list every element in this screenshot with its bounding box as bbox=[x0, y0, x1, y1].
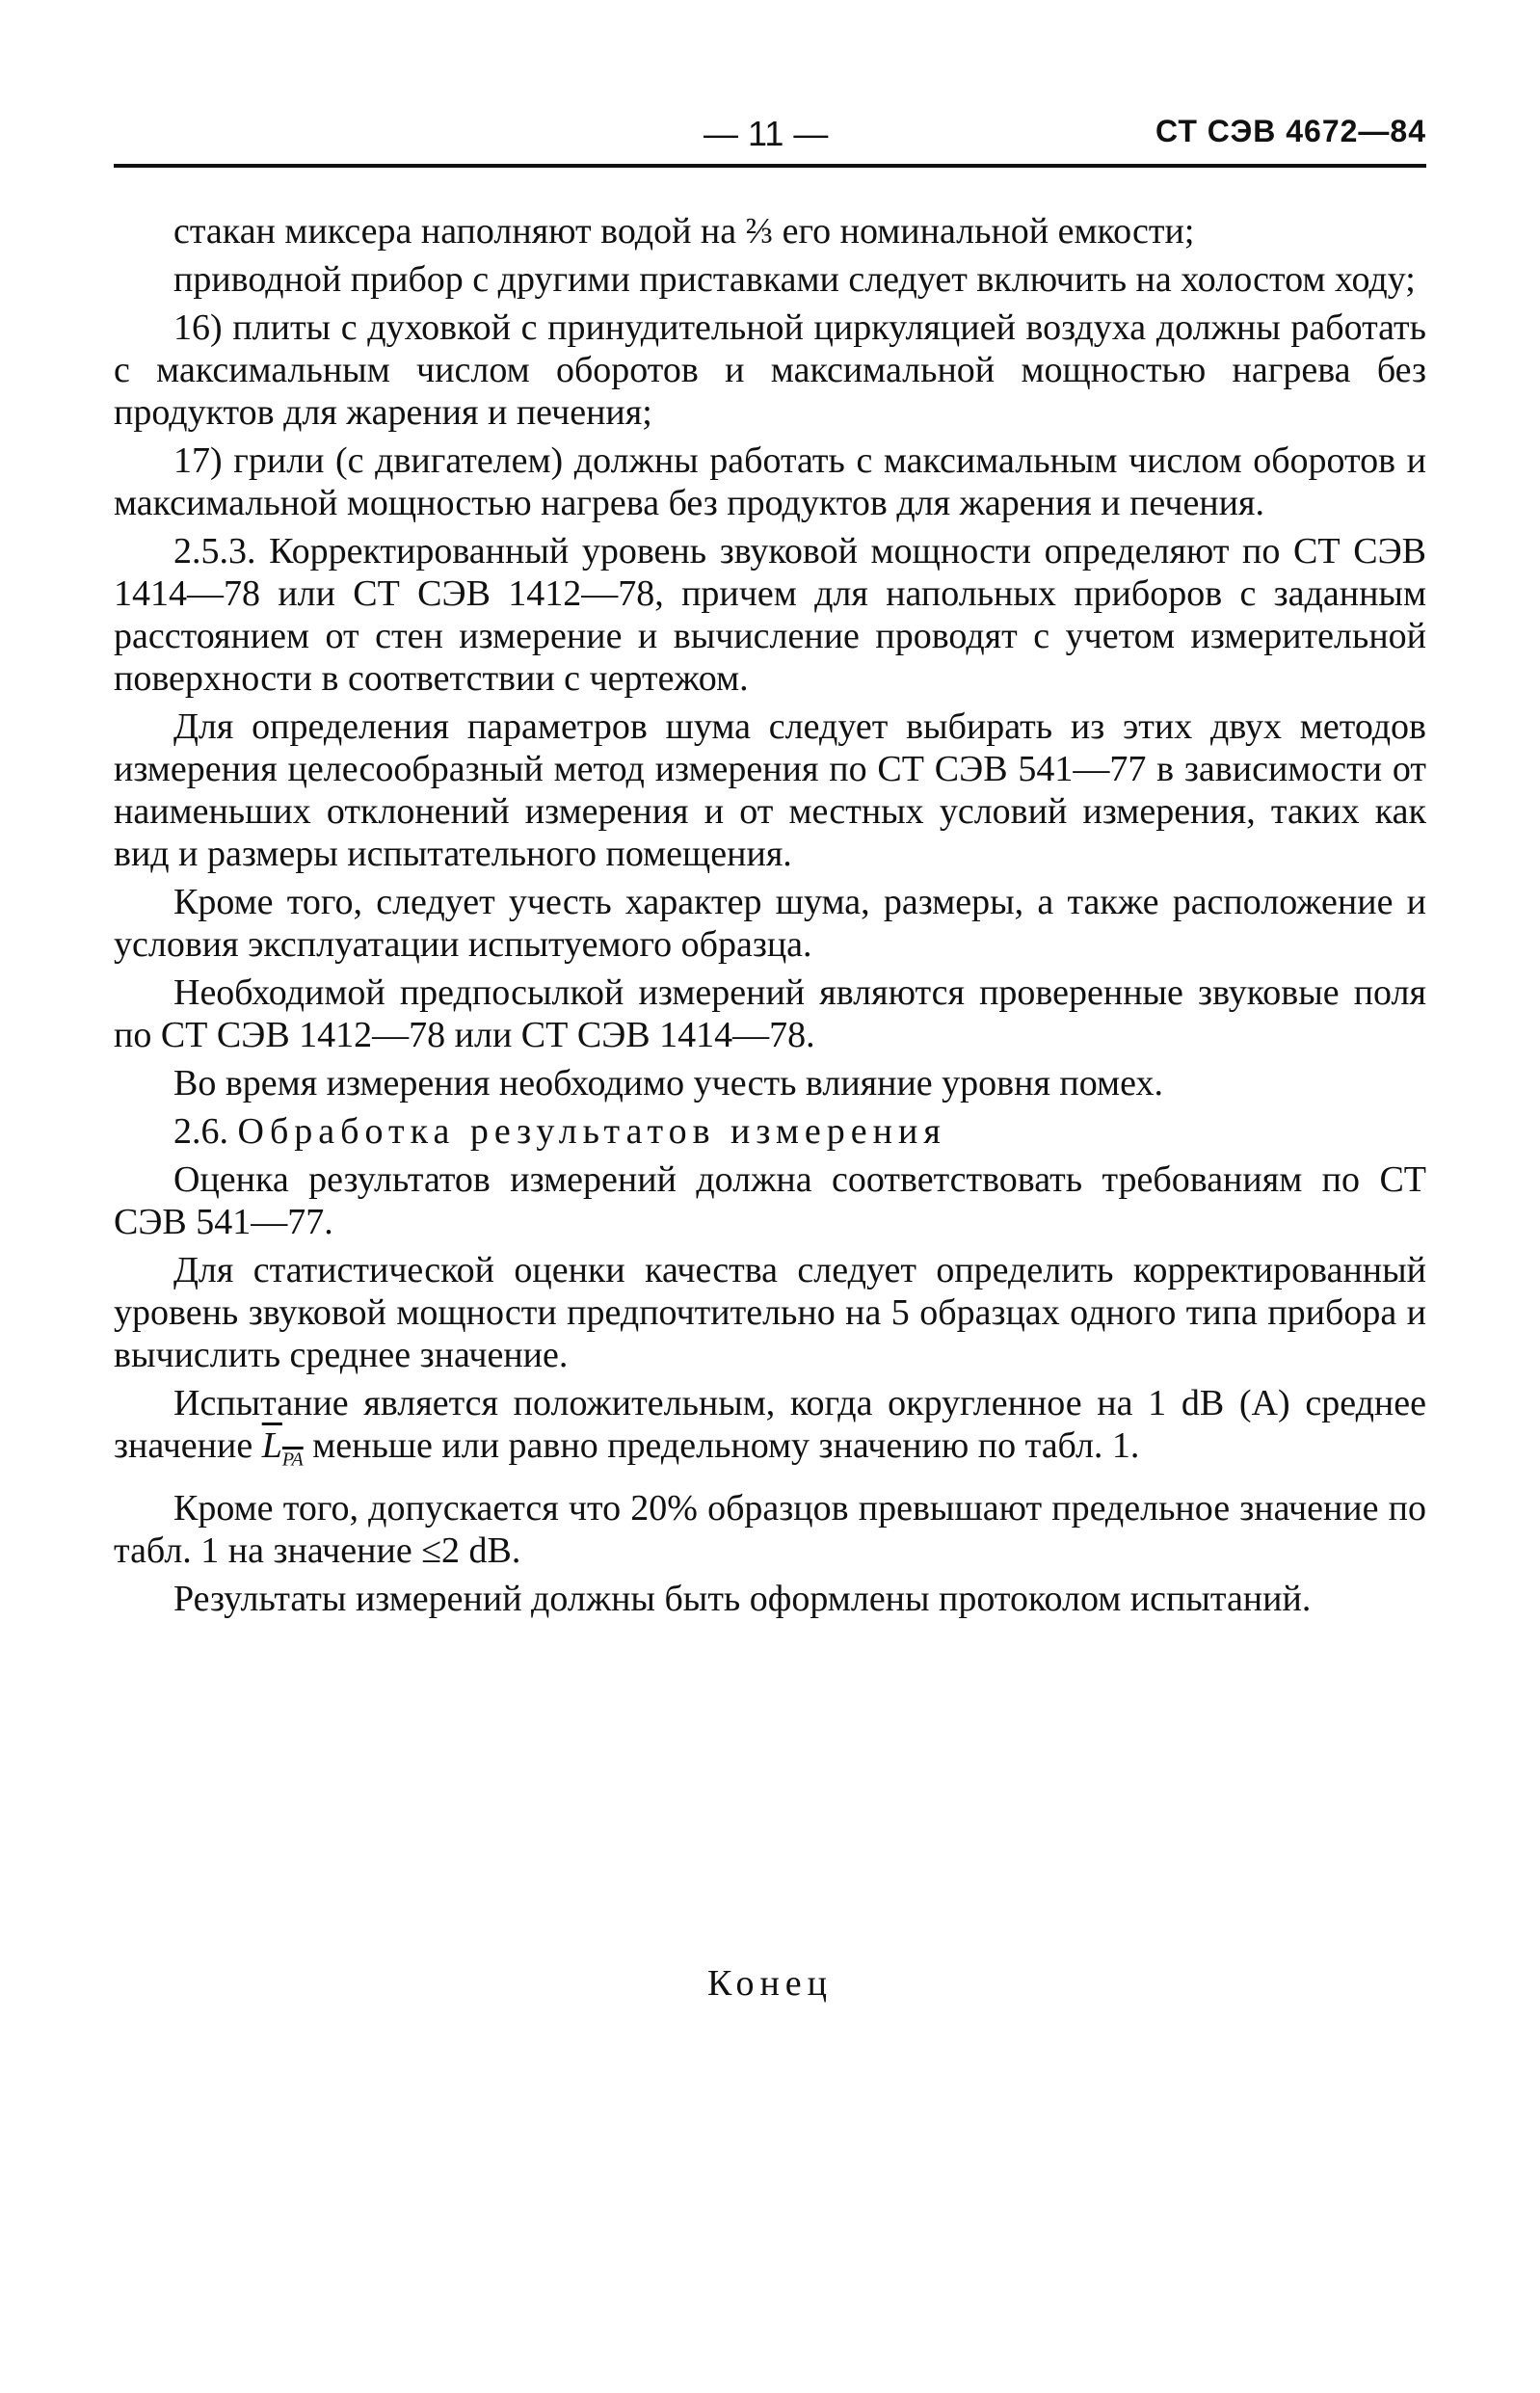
section-heading bbox=[114, 1110, 1426, 1153]
paragraph: Для определения параметров шума следует выбирать из этих двух методов измерения целесообразный метод измерения по СТ СЭВ 541—77 в зависимости от наименьших отклонений измерения и от местных условий измерения, таких как вид и размеры испытательного помещения. bbox=[114, 706, 1426, 874]
paragraph: Кроме того, следует учесть характер шума, размеры, а также расположение и условия эксплуатации испытуемого образца. bbox=[114, 882, 1426, 965]
paragraph-text: меньше или равно предельному значению по табл. 1. bbox=[312, 1425, 1140, 1466]
paragraph: 17) грили (с двигателем) должны работать с максимальным числом оборотов и максимальной мощностью нагрева без продуктов для жарения и печения. bbox=[114, 440, 1426, 523]
paragraph: Во время измерения необходимо учесть влияние уровня помех. bbox=[173, 1063, 1163, 1103]
paragraph: приводной прибор с другими приставками следует включить на холостом ходу; bbox=[173, 259, 1416, 300]
paragraph: Результаты измерений должны быть оформлены протоколом испытаний. bbox=[173, 1578, 1312, 1619]
header-rule bbox=[114, 164, 1426, 168]
paragraph: Оценка результатов измерений должна соответствовать требованиям по СТ СЭВ 541—77. bbox=[114, 1159, 1426, 1242]
end-mark: Конец bbox=[707, 1963, 833, 2004]
section-number: 2.6. bbox=[173, 1111, 228, 1152]
paragraph: стакан миксера наполняют водой на ⅔ его номинальной емкости; bbox=[173, 211, 1195, 252]
page-header bbox=[114, 114, 1426, 162]
section-title: Обработка результатов измерения bbox=[237, 1111, 946, 1152]
paragraph-text: Испытание является положительным, когда округленное на 1 dB (A) среднее значение bbox=[114, 1383, 1426, 1466]
lpa-letter: L bbox=[261, 1425, 282, 1466]
paragraph: 2.5.3. Корректированный уровень звуковой мощности определяют по СТ СЭВ 1414—78 или СТ СЭВ 1412—78, причем для напольных приборов с заданным расстоянием от стен измерение и вычисление проводят с учетом измерительной поверхности в соответствии с чертежом. bbox=[114, 531, 1426, 699]
paragraph: Необходимой предпосылкой измерений являются проверенные звуковые поля по СТ СЭВ 1412—78 или СТ СЭВ 1414—78. bbox=[114, 972, 1426, 1055]
paragraph bbox=[114, 1382, 1426, 1481]
document-body bbox=[114, 210, 1426, 1626]
paragraph: 16) плиты с духовкой с принудительной циркуляцией воздуха должны работать с максимальным числом оборотов и максимальной мощностью нагрева без продуктов для жарения и печения; bbox=[114, 307, 1426, 433]
paragraph: Для статистической оценки качества следует определить корректированный уровень звуковой мощности предпочтительно на 5 образцах одного типа прибора и вычислить среднее значение. bbox=[114, 1250, 1426, 1375]
page-number: — 11 — bbox=[704, 114, 829, 153]
standard-code: СТ СЭВ 4672—84 bbox=[1155, 114, 1426, 148]
lpa-symbol bbox=[261, 1425, 304, 1471]
paragraph: Кроме того, допускается что 20% образцов превышают предельное значение по табл. 1 на значение ≤2 dB. bbox=[114, 1487, 1426, 1571]
lpa-subscript: PA bbox=[281, 1449, 304, 1471]
